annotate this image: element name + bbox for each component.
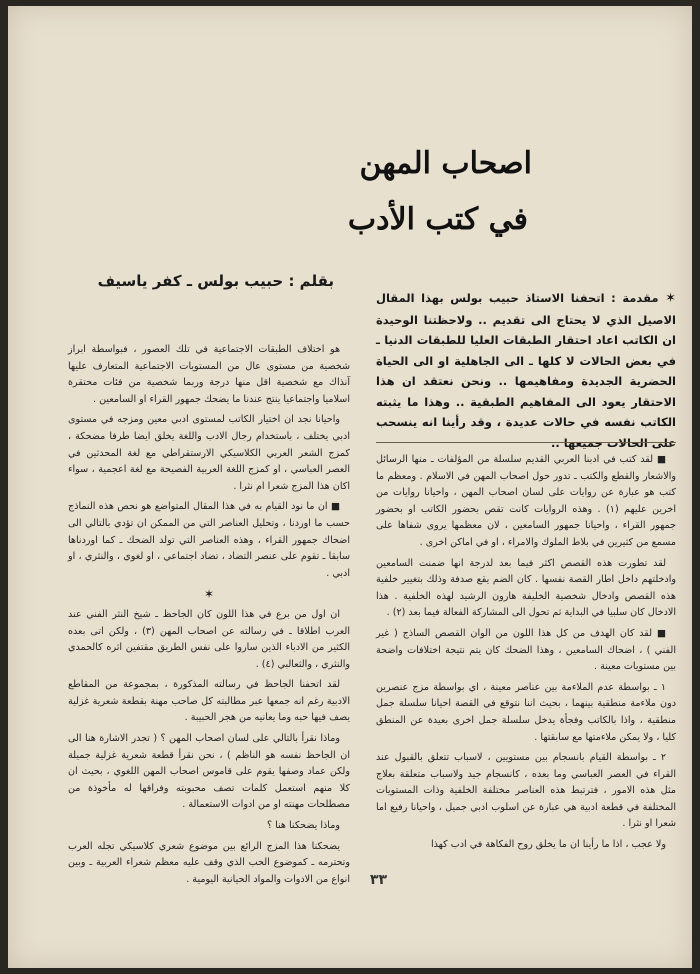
title-line-1: اصحاب المهن: [359, 146, 532, 181]
page-number: ٣٣: [370, 872, 388, 888]
paragraph: يضحكنا هذا المزج الرائع بين موضوع شعري كلاسيكي تجله العرب وتحترمه ـ كموضوع الحب الذي وقف عليه معظم شعراء العربية ـ وبين انواع من الادوات والمواد الحيانية اليومية .: [68, 840, 350, 885]
title-line-2: في كتب الأدب: [347, 202, 528, 237]
intro-text: مقدمة : اتحفنا الاستاذ حبيب بولس بهذا المقال الاصيل الذي لا يحتاج الى تقديم .. ولاحظتنا الوحيدة ان الكاتب اعاد احتقار الطبقات العليا للطبقات الدنيا ـ في بعض الحالات لا كلها ـ الى الجاهلية او الى الحياة الحضرية الجديدة ومفاهيمها .. ونحن نعتقد ان هذا الاحتقار يعود الى المفاهيم الطبقية .. وهذا ما يثبته الكاتب نفسه في حالات عديدة ، وقد رأينا انه ينسحب على الحالات جميعها ..: [376, 291, 676, 450]
paragraph: ولا عجب ، اذا ما رأينا ان ما يخلق روح الفكاهة في ادب كهذا: [430, 839, 666, 851]
editorial-intro: [376, 288, 676, 453]
paragraph: وماذا نقرأ بالتالي على لسان اصحاب المهن ؟ ( تجدر الاشارة هنا الى ان الجاحظ نفسه هو الناظم ) ، نحن نقرأ قطعة شعرية غزلية جميلة ولكن عماد وصفها يقوم على قاموس اصحاب المهن اللغوي ، بحيث ان كلا منهم استعمل كلمات تصف محبوبته وفراقها له مأخوذة من مصطلحات مهنته او من ادوات الاستعمالة .: [68, 733, 350, 811]
right-column: [376, 452, 676, 858]
author-byline: بقلم : حبيب بولس ـ كفر ياسيف: [97, 272, 334, 290]
paragraph: هو اختلاف الطبقات الاجتماعية في تلك العصور ، فبواسطة ابراز شخصية من مستوى عال من المستويات الاجتماعية المتعارف عليها آنذاك مع شخصية اقل منها درجة وربما شخصية من فئات محتقرة اسلاميا واجتماعيا ينتج عندنا ما يضحك جمهور القراء او السامعين .: [68, 344, 350, 405]
paragraph: ٢ ـ بواسطة القيام بانسجام بين مستويين ، لاسباب تتعلق بالقبول عند القراء في العصر العباسي وما بعده ، كانسجام جيد ولاسباب متعلقة بعلاج مثل هذه الامور ، فترتبط هذه العناصر مختلفة الخلفية وذات المستويات المختلفة في قطعة ادبية هي عبارة عن اسلوب ادبي جميل ، واحيانا رفيع اما شعرا او نثرا .: [376, 752, 676, 830]
paragraph: ١ ـ بواسطة عدم الملاءمة بين عناصر معينة ، اي بواسطة مزج عنصرين دون ملاءمة منطقية بينهما ، بحيث اننا نتوقع في القصة احيانا سلسلة جمل منطقية ، واذا بالكاتب وفجأة يدخل سلسلة جمل اخرى بعيدة عن المنطق كليا ، ولا يمكن ملاءمتها مع سابقتها .: [376, 681, 676, 743]
paragraph: وماذا يضحكنا هنا ؟: [266, 820, 340, 832]
article-title: [308, 146, 538, 256]
section-star-icon: ✶: [203, 587, 215, 602]
paragraph: ■ لقد كان الهدف من كل هذا اللون من الوان القصص الساذج ( غير الفني ) ، اضحاك السامعين ، وهذا الضحك كان يتم نتيجة اختلافات واضحة بين مستويات معينة .: [376, 627, 676, 673]
paragraph: ان اول من برع في هذا اللون كان الجاحظ ـ شيخ النثر الفني عند العرب اطلاقا ـ في رسالته عن اصحاب المهن (٣) ، ولكن اتى بعده الكثير من الادباء الذين ساروا على نفس الطريق مقتفين اثره كالحمدي والنثري ، والثعالبي (٤) .: [68, 608, 351, 670]
left-column: [68, 342, 350, 892]
star-icon: ✶: [665, 291, 676, 306]
paragraph: لقد اتحفنا الجاحظ في رسالته المذكورة ، بمجموعة من المقاطع الادبية رغم انه جمعها عبر مطالبته كل صاحب مهنة بقطعة شعرية غزلية يصف فيها حبه وما يعانيه من هجر الحبيبة .: [68, 679, 350, 724]
magazine-page: [8, 6, 692, 968]
paragraph: لقد تطورت هذه القصص اكثر فيما بعد لدرجة انها ضمنت السامعين وادخلتهم داخل اطار القصة نفسها . كان الضم يقع صدفة وذلك بتغيير خلفية هذه القصص وادخال شخصية الخليفة هارون الرشيد لهذه الخلفية . هذا الادخال كان سلبيا في البداية ثم تحول الى المشاركة الفعالة فيما بعد (٢) .: [376, 557, 676, 619]
paragraph: ■ ان ما نود القيام به في هذا المقال المتواضع هو نحص هذه النماذج حسب ما اوردنا ، وتحليل العناصر التي من الممكن ان تؤدي بالتالي الى اضحاك جمهور القراء ، وهذه العناصر التي تولد الضحك ـ كما اوردناها سابقا ـ تقوم على عنصر التضاد ، تضاد اجتماعي ، او لغوي ، والنثري ، او ادبي .: [68, 501, 350, 579]
intro-divider: [376, 442, 676, 443]
paragraph: واحيانا نجد ان اختيار الكاتب لمستوى ادبي معين ومزجه في مستوى ادبي يختلف ، باستخدام رجال الادب واللغة يخلق ايضا طرفا مضحكة ، كمزج الشعر العربي الكلاسيكي الارستقراطي مع لغة المحدثين في العصر العباسي ، او كمزج اللغة العربية الفصيحة مع لغة اعجمية ، سواء اكان هذا المزج شعرا ام نثرا .: [68, 414, 350, 492]
paragraph: ■ لقد كتب في ادبنا العربي القديم سلسلة من المؤلفات ـ منها الرسائل والاشعار والقطع والكتب ـ تدور حول اصحاب المهن في الاسلام . ومعظم ما كتب هو عبارة عن روايات على لسان اصحاب المهن ، واحيانا روايات من اخرين عليهم (١) . وهذه الروايات كانت تقص بحضور الكاتب او بحضور جمهور القراء ، واحيانا جمهور السامعين ، لان معظمها يروى شفاها على مسمع من كثيرين في بلاط الملوك والامراء ، او في اماكن اخرى .: [376, 454, 676, 548]
